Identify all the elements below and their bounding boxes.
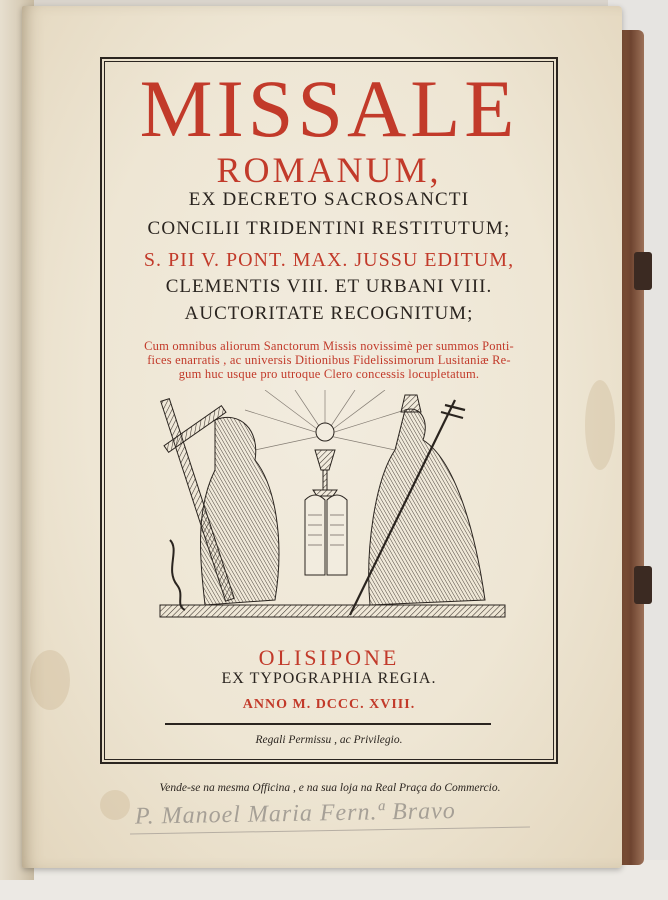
description-line-3: gum huc usque pro utroque Clero concessis locupletatum. <box>178 367 480 381</box>
horizontal-rule <box>165 723 491 725</box>
title-line-3: EX DECRETO SACROSANCTI <box>188 189 470 210</box>
handwritten-signature: P. Manoel Maria Fern.ª Bravo <box>134 798 457 830</box>
tablets-of-law <box>305 495 347 575</box>
title-line-4: CONCILII TRIDENTINI RESTITUTUM; <box>147 218 511 239</box>
place-of-printing: OLISIPONE <box>258 645 400 670</box>
engraving-illustration <box>155 390 510 625</box>
printer-line: EX TYPOGRAPHIA REGIA. <box>221 670 437 687</box>
ground <box>160 605 505 617</box>
title-line-6: CLEMENTIS VIII. ET URBANI VIII. <box>165 276 493 297</box>
faith-figure <box>201 417 279 605</box>
paper-stain <box>30 650 70 710</box>
clasp-top <box>634 252 652 290</box>
paper-stain <box>585 380 615 470</box>
privilege-note: Regali Permissu , ac Privilegio. <box>255 734 403 746</box>
pope-figure <box>369 409 485 605</box>
publication-year: ANNO M. DCCC. XVIII. <box>242 697 416 712</box>
chalice <box>313 423 337 496</box>
subtitle-romanum: ROMANUM, <box>216 150 442 190</box>
description-line-1: Cum omnibus aliorum Sanctorum Missis novissimè per summos Ponti- <box>144 339 514 353</box>
bookseller-note: Vende-se na mesma Officina , e na sua loja na Real Praça do Commercio. <box>159 782 501 794</box>
papal-tiara <box>401 395 421 412</box>
serpent <box>170 540 185 610</box>
title-missale: MISSALE <box>139 63 519 154</box>
title-line-5: S. PII V. PONT. MAX. JUSSU EDITUM, <box>143 249 515 271</box>
clasp-bottom <box>634 566 652 604</box>
paper-stain <box>100 790 130 820</box>
title-line-7: AUCTORITATE RECOGNITUM; <box>184 303 474 324</box>
description-line-2: fices enarratis , ac universis Ditionibus Fidelissimorum Lusitaniæ Re- <box>147 353 511 367</box>
